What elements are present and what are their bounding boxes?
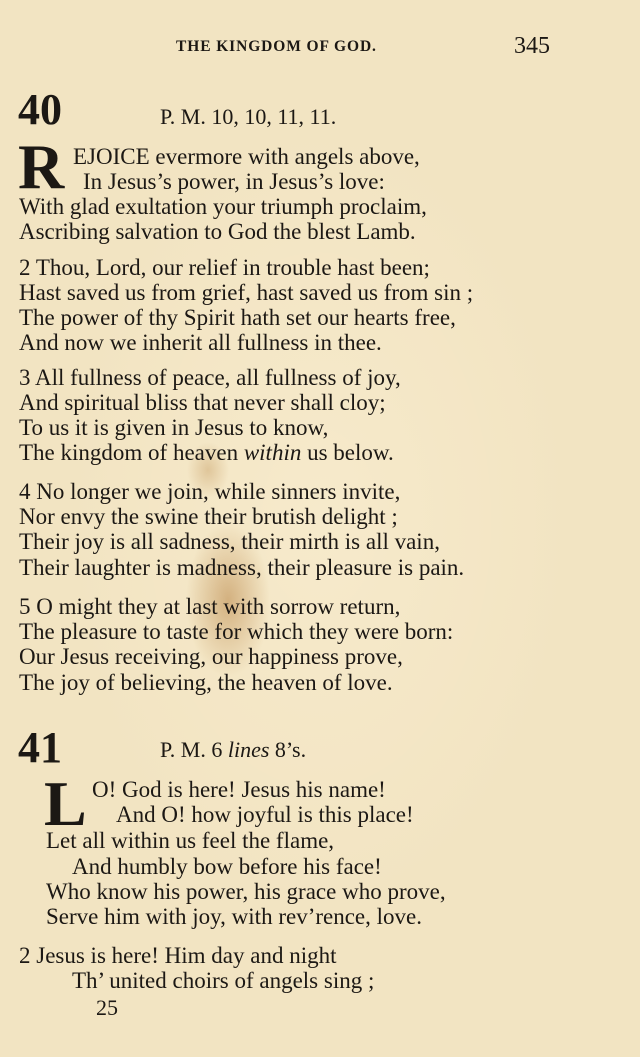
verse-line: The pleasure to taste for which they were born: — [19, 619, 454, 644]
hymn-meter: P. M. 10, 10, 11, 11. — [160, 104, 337, 129]
drop-cap: R — [18, 131, 65, 202]
verse-line: And now we inherit all fullness in thee. — [19, 330, 382, 355]
page-number: 345 — [514, 33, 550, 59]
signature-mark: 25 — [96, 995, 118, 1020]
verse-line: The power of thy Spirit hath set our hearts free, — [19, 305, 456, 330]
verse-line: The kingdom of heaven within us below. — [19, 440, 394, 465]
verse-line: And humbly bow before his face! — [72, 854, 382, 879]
verse-line: To us it is given in Jesus to know, — [19, 415, 329, 440]
verse-line: In Jesus’s power, in Jesus’s love: — [83, 169, 385, 194]
verse-line: Their laughter is madness, their pleasure is pain. — [19, 555, 465, 580]
verse-line: Th’ united choirs of angels sing ; — [72, 968, 375, 993]
verse-line: Our Jesus receiving, our happiness prove, — [19, 644, 403, 669]
verse-line: 2 Jesus is here! Him day and night — [19, 943, 337, 968]
verse-line: Ascribing salvation to God the blest Lamb. — [19, 219, 416, 244]
verse-line: With glad exultation your triumph proclaim, — [19, 194, 427, 219]
hymn-number: 41 — [18, 723, 62, 772]
verse-line: 2 Thou, Lord, our relief in trouble hast been; — [19, 255, 430, 280]
verse-line: And O! how joyful is this place! — [116, 802, 414, 827]
verse-line: EJOICE evermore with angels above, — [73, 144, 420, 169]
verse-line: Let all within us feel the flame, — [46, 828, 335, 853]
verse-line: The joy of believing, the heaven of love. — [19, 670, 393, 695]
verse-line: 4 No longer we join, while sinners invite, — [19, 479, 401, 504]
verse-line: Nor envy the swine their brutish delight ; — [19, 504, 398, 529]
running-head — [0, 33, 640, 62]
verse-line: O! God is here! Jesus his name! — [92, 777, 386, 802]
running-title: THE KINGDOM OF GOD. — [176, 38, 377, 55]
verse-line: And spiritual bliss that never shall cloy; — [19, 390, 386, 415]
verse-line: 5 O might they at last with sorrow return, — [19, 594, 401, 619]
verse-line: Who know his power, his grace who prove, — [46, 879, 446, 904]
hymn-meter: P. M. 6 lines 8’s. — [160, 737, 307, 762]
verse-line: 3 All fullness of peace, all fullness of joy, — [19, 365, 401, 390]
drop-cap: L — [44, 768, 87, 839]
verse-line: Their joy is all sadness, their mirth is all vain, — [19, 529, 440, 554]
verse-line: Hast saved us from grief, hast saved us from sin ; — [19, 280, 474, 305]
verse-line: Serve him with joy, with rev’rence, love. — [46, 904, 422, 929]
hymn-number: 40 — [18, 85, 62, 134]
